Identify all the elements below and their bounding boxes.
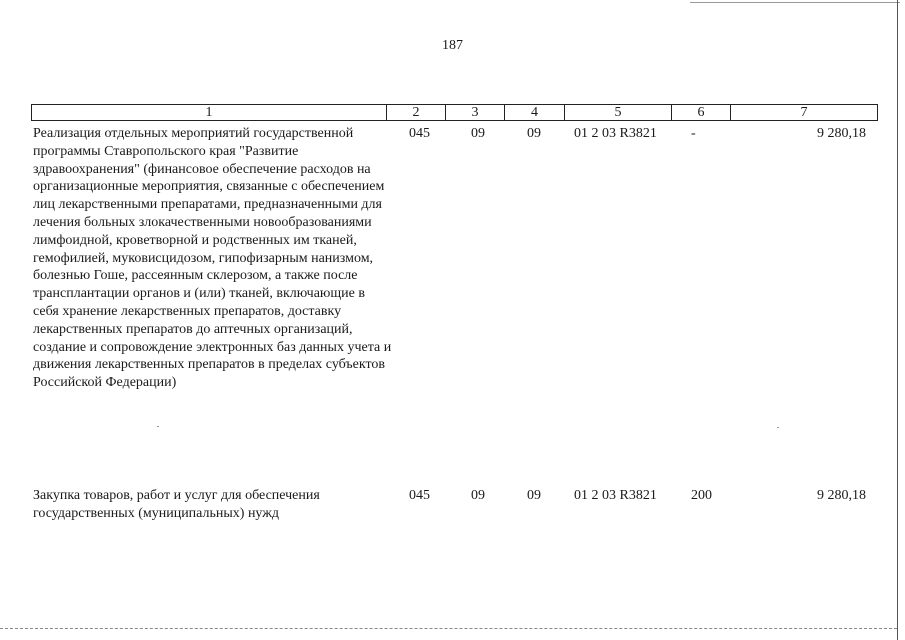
header-col-5: 5 [565, 105, 672, 121]
scan-speck [777, 427, 779, 428]
header-col-6: 6 [672, 105, 731, 121]
header-col-7: 7 [731, 105, 878, 121]
row-code-4: 09 [527, 126, 541, 141]
row-amount: 9 280,18 [817, 488, 866, 503]
header-col-4: 4 [505, 105, 565, 121]
row-code-6: 200 [691, 488, 712, 503]
row-name: Закупка товаров, работ и услуг для обеспечения государственных (муниципальных) нужд [33, 488, 320, 521]
row-code-6: - [691, 126, 696, 141]
row-code-2: 045 [409, 126, 430, 141]
row-code-4: 09 [527, 488, 541, 503]
row-code-2: 045 [409, 488, 430, 503]
header-col-1: 1 [32, 105, 387, 121]
bottom-rule [0, 628, 897, 629]
top-rule [690, 2, 900, 3]
row-amount: 9 280,18 [817, 126, 866, 141]
header-col-3: 3 [446, 105, 505, 121]
row-name: Реализация отдельных мероприятий государственной программы Ставропольского края "Развитие здравоохранения" (финансовое обеспечение расходов на организационные мероприятия, связанные с обеспечением лиц лекарственными препаратами, предназначенными для лечения больных злокачественными новообразованиями лимфоидной, кроветворной и родственных им тканей, гемофилией, муковисцидозом, гипофизарным нанизмом, болезнью Гоше, рассеянным склерозом, а также после трансплантации органов и (или) тканей, включающие в себя хранение лекарственных препаратов, доставку лекарственных препаратов до аптечных организаций, создание и сопровождение электронных баз данных учета и движения лекарственных препаратов в пределах субъектов Российской Федерации) [33, 126, 392, 391]
row-code-3: 09 [471, 488, 485, 503]
row-code-5: 01 2 03 R3821 [574, 488, 657, 503]
right-border [897, 0, 898, 640]
table-header [31, 104, 878, 121]
row-code-3: 09 [471, 126, 485, 141]
scan-speck [157, 426, 159, 427]
page-number: 187 [442, 38, 463, 53]
header-col-2: 2 [387, 105, 446, 121]
row-code-5: 01 2 03 R3821 [574, 126, 657, 141]
